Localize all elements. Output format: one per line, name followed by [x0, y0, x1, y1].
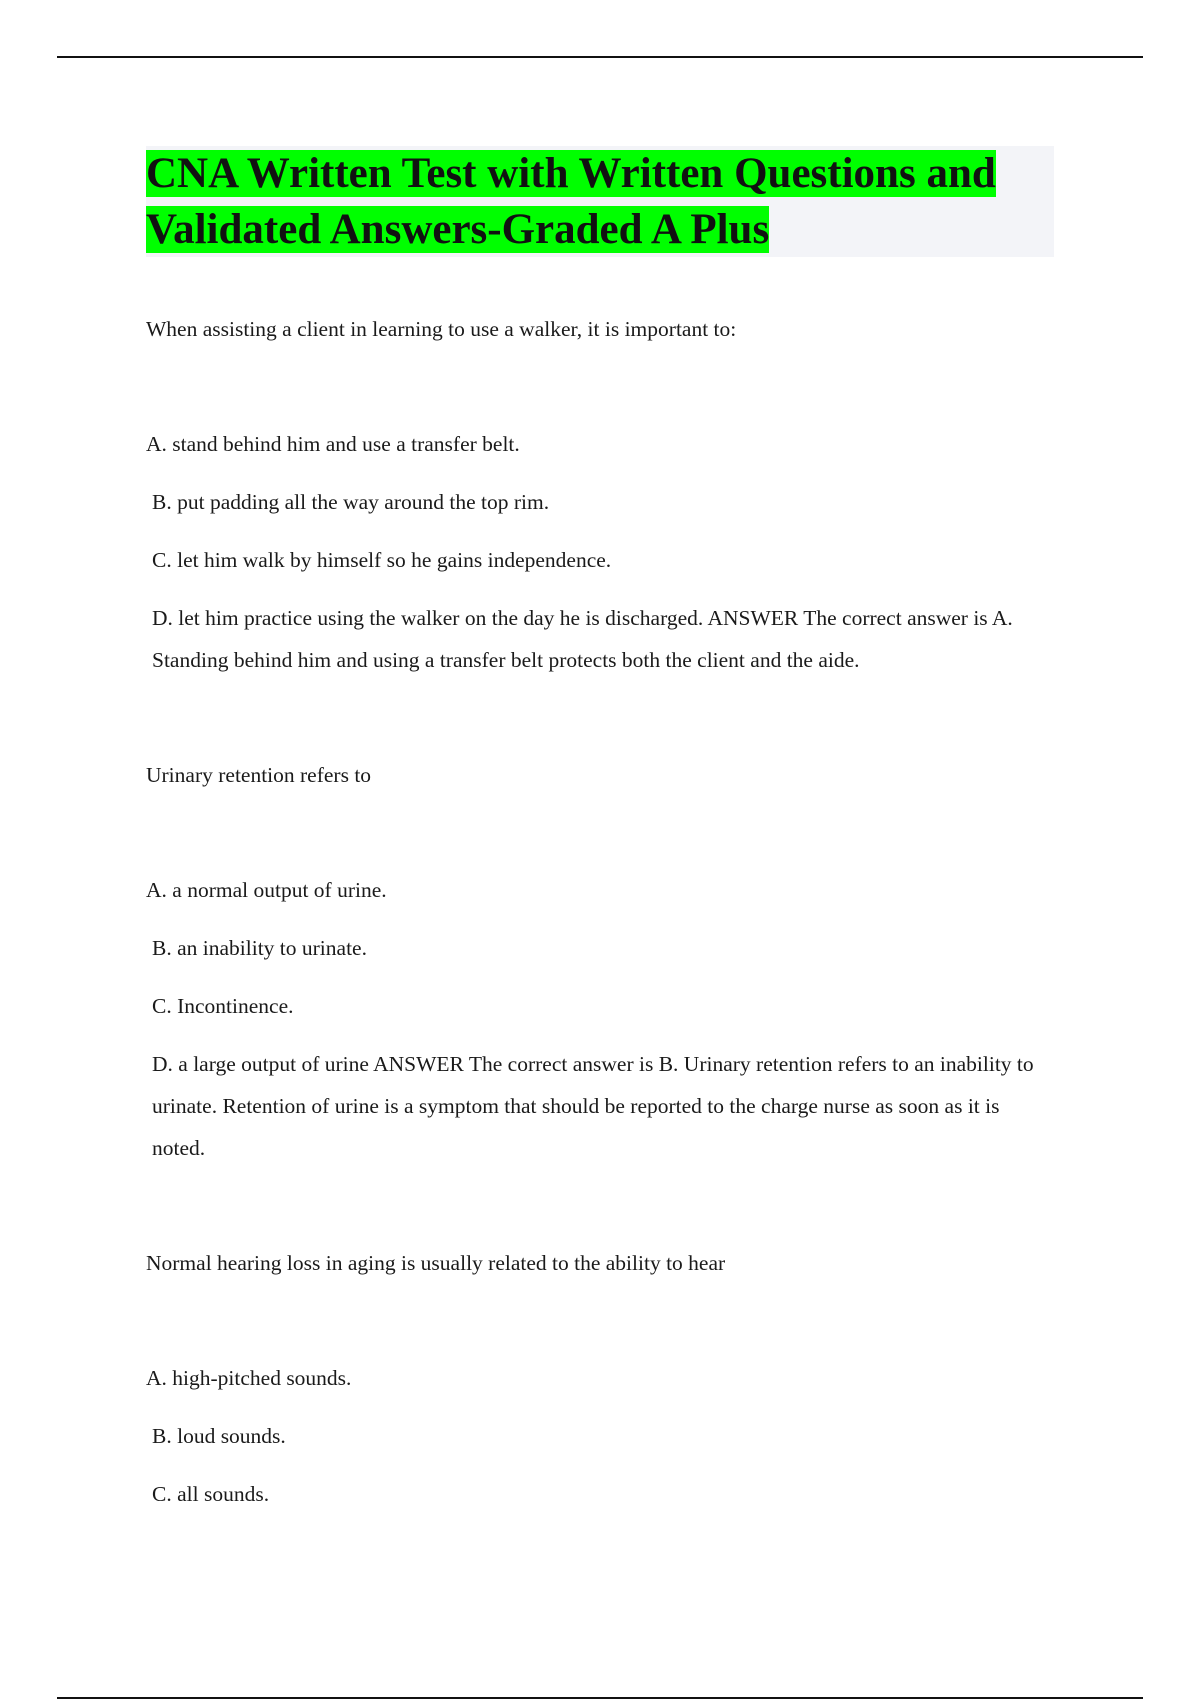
document-title — [146, 146, 1026, 258]
question-3 — [146, 1242, 1046, 1515]
option-b: B. an inability to urinate. — [152, 936, 367, 960]
option-c: C. Incontinence. — [152, 994, 294, 1018]
option-d-with-answer: D. let him practice using the walker on the day he is discharged. ANSWER The correct answer is A. Standing behind him and using a transfer belt protects both the client and the aide. — [152, 606, 1013, 672]
question-text: Normal hearing loss in aging is usually related to the ability to hear — [146, 1251, 726, 1275]
option-d-with-answer: D. a large output of urine ANSWER The correct answer is B. Urinary retention refers to an inability to urinate. Retention of urine is a symptom that should be reported to the charge nurse as soon as it is noted. — [152, 1052, 1034, 1160]
option-a: A. high-pitched sounds. — [146, 1366, 352, 1390]
option-a: A. a normal output of urine. — [146, 878, 387, 902]
option-a: A. stand behind him and use a transfer belt. — [146, 432, 520, 456]
question-1 — [146, 308, 1046, 681]
option-c: C. all sounds. — [152, 1482, 270, 1506]
title-block — [146, 146, 1054, 257]
option-b: B. loud sounds. — [152, 1424, 286, 1448]
question-text: When assisting a client in learning to use a walker, it is important to: — [146, 317, 737, 341]
header-rule — [57, 56, 1143, 58]
option-b: B. put padding all the way around the top rim. — [152, 490, 550, 514]
question-2 — [146, 754, 1046, 1169]
question-text: Urinary retention refers to — [146, 763, 372, 787]
document-body — [146, 308, 1046, 1531]
footer-rule — [57, 1697, 1143, 1699]
option-c: C. let him walk by himself so he gains independence. — [152, 548, 612, 572]
title-highlight: CNA Written Test with Written Questions and Validated Answers-Graded A Plus — [146, 150, 996, 253]
